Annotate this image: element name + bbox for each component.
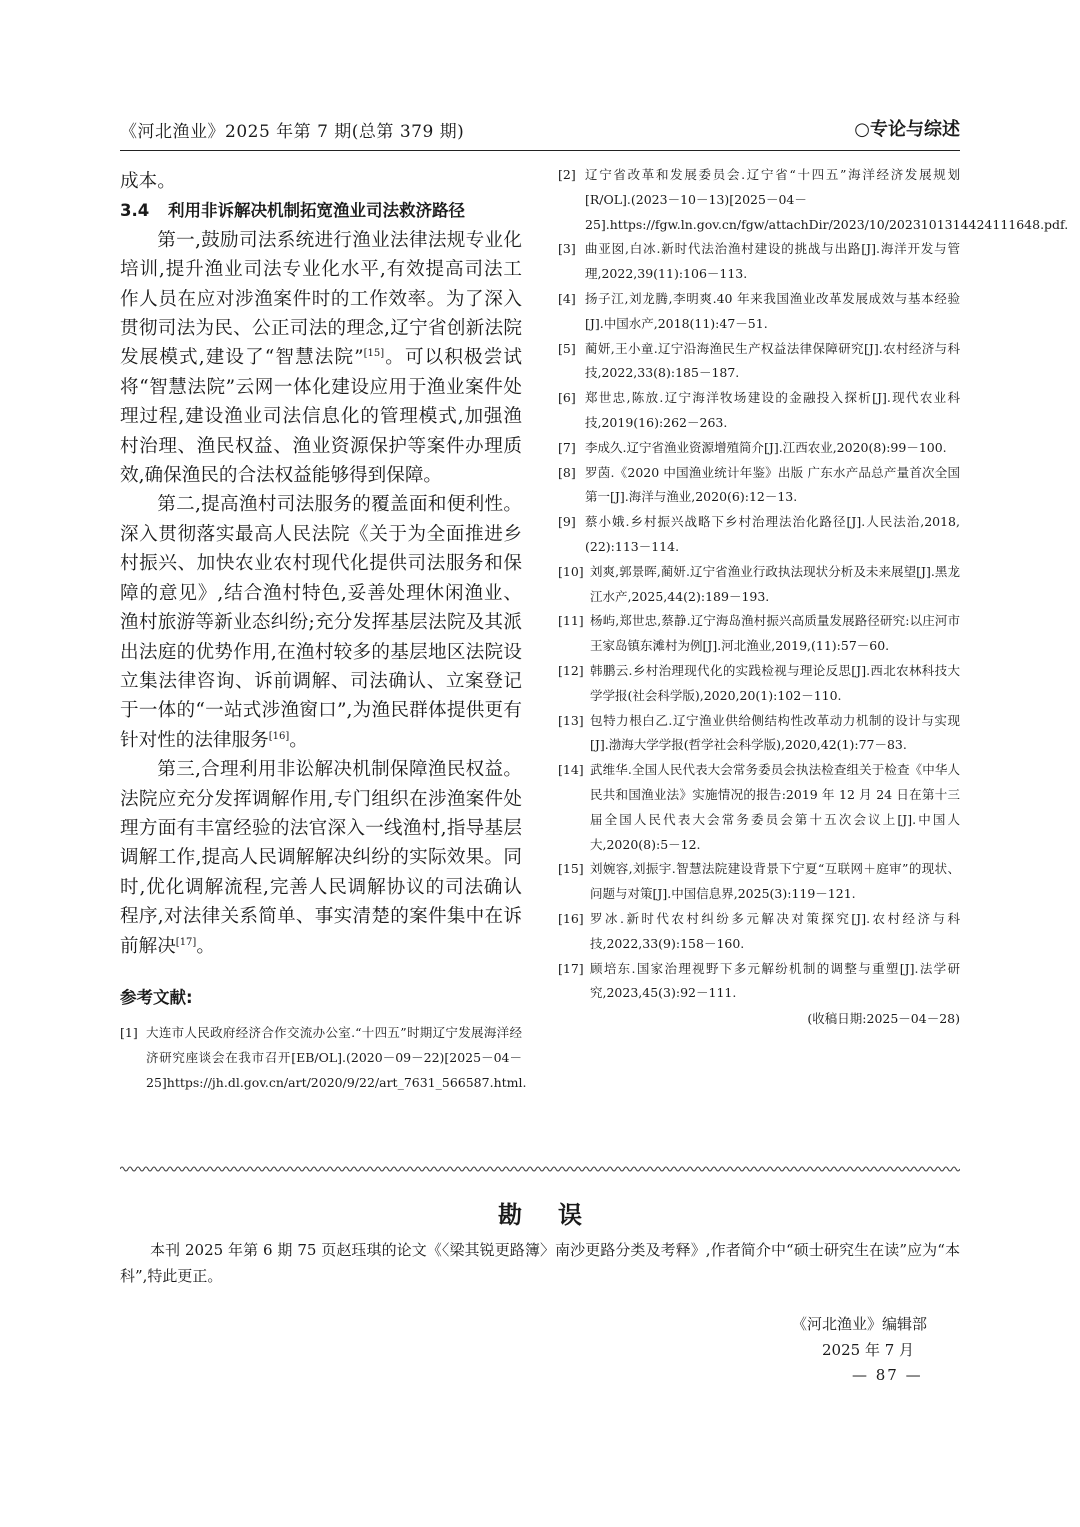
reference-number: [3]: [558, 241, 576, 257]
erratum-date: 2025 年 7 月: [822, 1341, 915, 1359]
paragraph: 成本。: [120, 171, 176, 192]
reference-number: [2]: [558, 167, 576, 182]
reference-item: [558, 386, 960, 436]
reference-item: [558, 237, 960, 287]
reference-text: 杨屿,郑世忠,蔡静.辽宁海岛渔村振兴高质量发展路径研究:以庄河市王家岛镇东滩村为例[J].河北渔业,2019,(11):57－60.: [590, 613, 960, 654]
reference-item: [558, 163, 1069, 237]
reference-item: [558, 287, 960, 337]
citation: [17]: [175, 936, 197, 948]
received-date: (收稿日期:2025－04－28): [807, 1011, 960, 1027]
running-header: [120, 117, 960, 151]
reference-number: [5]: [558, 340, 576, 356]
left-column: [120, 167, 527, 1095]
reference-text: 蔡小娥.乡村振兴战略下乡村治理法治化路径[J].人民法治,2018,(22):113－114.: [585, 514, 960, 554]
reference-text: 蔺妍,王小童.辽宁沿海渔民生产权益法律保障研究[J].农村经济与科技,2022,33(8):185－187.: [585, 340, 960, 381]
reference-text: 刘婉容,刘振宇.智慧法院建设背景下宁夏“互联网＋庭审”的现状、问题与对策[J].中国信息界,2025(3):119－121.: [590, 861, 960, 902]
citation: [15]: [363, 348, 385, 360]
reference-item: [558, 857, 960, 907]
erratum-body: 本刊 2025 年第 6 期 75 页赵珏琪的论文《〈梁其锐更路簿〉南沙更路分类及考释》,作者简介中“硕士研究生在读”应为“本科”,特此更正。: [120, 1241, 960, 1285]
reference-text: 包特力根白乙.辽宁渔业供给侧结构性改革动力机制的设计与实现[J].渤海大学学报(哲学社会科学版),2020,42(1):77－83.: [590, 712, 960, 753]
reference-text: 大连市人民政府经济合作交流办公室.“十四五”时期辽宁发展海洋经济研究座谈会在我市召开[EB/OL].(2020－09－22)[2025－04－25]https://jh.dl.gov.cn/art/2020/9/22/art_7631_566587.html.: [146, 1024, 527, 1090]
right-column: [558, 163, 1069, 1032]
reference-item: [558, 609, 960, 659]
citation: [16]: [268, 730, 290, 742]
reference-number: [1]: [120, 1024, 138, 1040]
reference-number: [17]: [558, 960, 584, 976]
reference-item: [558, 659, 960, 709]
reference-number: [14]: [558, 762, 584, 778]
journal-issue: 《河北渔业》2025 年第 7 期(总第 379 期): [120, 122, 465, 142]
references-heading: 参考文献:: [120, 987, 193, 1007]
reference-text: 李成久.辽宁省渔业资源增殖简介[J].江西农业,2020(8):99－100.: [585, 439, 947, 455]
reference-number: [8]: [558, 464, 576, 480]
reference-number: [11]: [558, 613, 584, 629]
reference-item: [558, 957, 960, 1007]
reference-text: 罗冰.新时代农村纠纷多元解决对策探究[J].农村经济与科技,2022,33(9):158－160.: [590, 910, 960, 951]
reference-item: [558, 461, 960, 511]
paragraph-second: 第二,提高渔村司法服务的覆盖面和便利性。深入贯彻落实最高人民法院《关于为全面推进乡村振兴、加快农业农村现代化提供司法服务和保障的意见》,结合渔村特色,妥善处理休闲渔业、渔村旅游等新业态纠纷;充分发挥基层法院及其派出法庭的优势作用,在渔村较多的基层地区法院设立集法律咨询、诉前调解、司法确认、立案登记于一体的“一站式涉渔窗口”,为渔民群体提供更有针对性的法律服务[16]。: [120, 494, 522, 751]
reference-text: 郑世忠,陈放.辽宁海洋牧场建设的金融投入探析[J].现代农业科技,2019(16):262－263.: [585, 390, 960, 430]
reference-text: 刘爽,郭景晖,蔺妍.辽宁省渔业行政执法现状分析及未来展望[J].黑龙江水产,2025,44(2):189－193.: [590, 563, 960, 604]
paragraph-third: 第三,合理利用非讼解决机制保障渔民权益。法院应充分发挥调解作用,专门组织在涉渔案件处理方面有丰富经验的法官深入一线渔村,指导基层调解工作,提高人民调解解决纠纷的实际效果。同时,优化调解流程,完善人民调解协议的司法确认程序,对法律关系简单、事实清楚的案件集中在诉前解决[17]。: [120, 759, 522, 957]
reference-text: 顾培东.国家治理视野下多元解纷机制的调整与重塑[J].法学研究,2023,45(3):92－111.: [590, 960, 960, 1001]
reference-number: [4]: [558, 290, 576, 306]
section-label: ○专论与综述: [854, 119, 960, 140]
paragraph-first: 第一,鼓励司法系统进行渔业法律法规专业化培训,提升渔业司法专业化水平,有效提高司法工作人员在应对涉渔案件时的工作效率。为了深入贯彻司法为民、公正司法的理念,辽宁省创新法院发展模式,建设了“智慧法院”[15]。可以积极尝试将“智慧法院”云网一体化建设应用于渔业案件处理过程,建设渔业司法信息化的管理模式,加强渔村治理、渔民权益、渔业资源保护等案件办理质效,确保渔民的合法权益能够得到保障。: [120, 229, 522, 487]
reference-text: 辽宁省改革和发展委员会.辽宁省“十四五”海洋经济发展规划[R/OL].(2023－10－13)[2025－04－25].https://fgw.ln.gov.cn/fgw/attachDir/2023/10/2023101314424111648.pdf.: [585, 167, 1069, 232]
section-title: 利用非诉解决机制拓宽渔业司法救济路径: [168, 201, 465, 221]
erratum-title: 勘误: [498, 1201, 618, 1229]
reference-number: [12]: [558, 662, 584, 678]
reference-number: [7]: [558, 439, 576, 455]
reference-item: [558, 436, 960, 461]
reference-number: [10]: [558, 563, 584, 579]
reference-list-right: [558, 163, 1069, 1006]
reference-item: [558, 709, 960, 759]
reference-number: [9]: [558, 514, 576, 530]
reference-item: [120, 1021, 527, 1095]
reference-number: [15]: [558, 861, 584, 877]
reference-item: [558, 758, 960, 857]
reference-number: [6]: [558, 390, 576, 406]
reference-item: [558, 907, 960, 957]
reference-item: [558, 560, 960, 610]
reference-number: [16]: [558, 910, 584, 926]
reference-list-left: [120, 1021, 527, 1095]
reference-item: [558, 337, 960, 387]
reference-text: 韩鹏云.乡村治理现代化的实践检视与理论反思[J].西北农林科技大学学报(社会科学版),2020,20(1):102－110.: [590, 662, 960, 703]
reference-text: 曲亚囡,白冰.新时代法治渔村建设的挑战与出路[J].海洋开发与管理,2022,39(11):106－113.: [585, 241, 960, 282]
reference-text: 罗茵.《2020 中国渔业统计年鉴》出版 广东水产品总产量首次全国第一[J].海洋与渔业,2020(6):12－13.: [585, 464, 960, 505]
body-text: [120, 167, 522, 961]
wavy-divider: [120, 1163, 960, 1175]
reference-number: [13]: [558, 712, 584, 728]
reference-text: 扬子江,刘龙腾,李明爽.40 年来我国渔业改革发展成效与基本经验[J].中国水产,2018(11):47－51.: [585, 290, 960, 331]
page-number: — 87 —: [852, 1366, 923, 1384]
erratum-signature: 《河北渔业》编辑部: [792, 1315, 928, 1333]
reference-item: [558, 510, 960, 560]
section-number: 3.4: [120, 201, 150, 221]
section-heading: [120, 196, 522, 225]
reference-text: 武维华.全国人民代表大会常务委员会执法检查组关于检查《中华人民共和国渔业法》实施情况的报告:2019 年 12 月 24 日在第十三届全国人民代表大会常务委员会第十五次会议上[J].中国人大,2020(8):5－12.: [590, 762, 960, 852]
